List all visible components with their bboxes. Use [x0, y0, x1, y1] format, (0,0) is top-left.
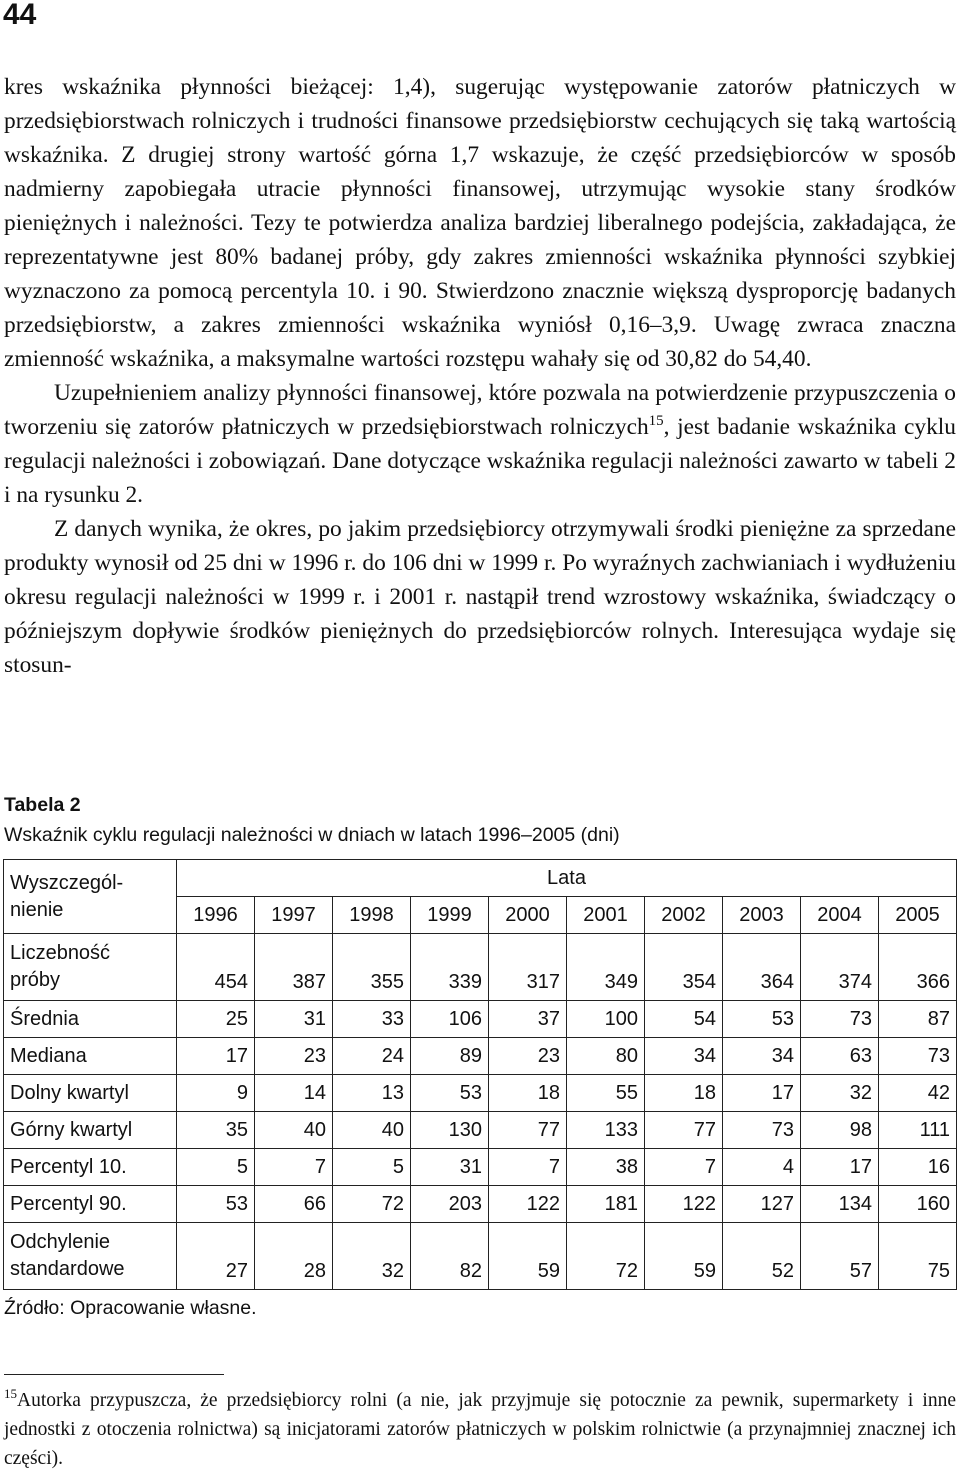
table-cell: 7 — [645, 1149, 723, 1186]
paragraph-2-text-a: Uzupełnieniem analizy płynności finansowej, które pozwala na potwierdzenie przypuszczenia o tworzeniu się zatorów płatniczych w przedsiębiorstwach rolniczych — [4, 380, 956, 440]
table-cell: 35 — [177, 1112, 255, 1149]
table-cell: 14 — [255, 1075, 333, 1112]
table-cell: 34 — [723, 1038, 801, 1075]
table-row — [4, 1223, 957, 1290]
table-cell: 454 — [177, 934, 255, 1001]
row-label: Mediana — [4, 1038, 177, 1075]
table-cell: 57 — [801, 1223, 879, 1290]
table-row — [4, 1149, 957, 1186]
table-cell: 38 — [567, 1149, 645, 1186]
table-cell: 7 — [255, 1149, 333, 1186]
table-cell: 53 — [723, 1001, 801, 1038]
table-cell: 122 — [489, 1186, 567, 1223]
paragraph-3: Z danych wynika, że okres, po jakim przedsiębiorcy otrzymywali środki pieniężne za sprzedane produkty wynosił od 25 dni w 1996 r. do 106 dni w 1999 r. Po wyraźnych zachwianiach i wydłużeniu okresu regulacji należności w 1999 r. i 2001 r. nastąpił trend wzrostowy wskaźnika, świadczący o późniejszym dopływie środków pieniężnych do przedsiębiorców rolnych. Interesująca wydaje się stosun- — [4, 516, 956, 678]
year-header: 2004 — [801, 897, 879, 934]
table-cell: 72 — [333, 1186, 411, 1223]
table-cell: 106 — [411, 1001, 489, 1038]
table-cell: 7 — [489, 1149, 567, 1186]
table-cell: 73 — [879, 1038, 957, 1075]
table-cell: 17 — [177, 1038, 255, 1075]
row-label — [4, 934, 177, 1001]
row-label-line-2: próby — [10, 969, 61, 991]
table-cell: 18 — [645, 1075, 723, 1112]
year-header: 2003 — [723, 897, 801, 934]
year-header: 2005 — [879, 897, 957, 934]
table-cell: 55 — [567, 1075, 645, 1112]
table-cell: 37 — [489, 1001, 567, 1038]
table-cell: 28 — [255, 1223, 333, 1290]
table-row — [4, 1075, 957, 1112]
year-header: 1998 — [333, 897, 411, 934]
table-cell: 354 — [645, 934, 723, 1001]
table-cell: 122 — [645, 1186, 723, 1223]
table-cell: 42 — [879, 1075, 957, 1112]
footnote — [4, 1386, 956, 1473]
data-table — [3, 859, 957, 1290]
table-cell: 73 — [723, 1112, 801, 1149]
table-cell: 77 — [645, 1112, 723, 1149]
row-label: Średnia — [4, 1001, 177, 1038]
footnote-number: 15 — [4, 1386, 17, 1401]
table-cell: 40 — [333, 1112, 411, 1149]
table-cell: 59 — [645, 1223, 723, 1290]
table-cell: 72 — [567, 1223, 645, 1290]
table-cell: 33 — [333, 1001, 411, 1038]
table-cell: 66 — [255, 1186, 333, 1223]
year-header: 1997 — [255, 897, 333, 934]
table-cell: 34 — [645, 1038, 723, 1075]
table-cell: 24 — [333, 1038, 411, 1075]
table-cell: 130 — [411, 1112, 489, 1149]
table-caption — [4, 790, 954, 850]
row-label — [4, 1223, 177, 1290]
row-label: Percentyl 90. — [4, 1186, 177, 1223]
table-cell: 32 — [801, 1075, 879, 1112]
row-label-line-1: Odchylenie — [10, 1231, 111, 1253]
paragraph-2 — [4, 376, 956, 512]
table-cell: 40 — [255, 1112, 333, 1149]
year-header: 1999 — [411, 897, 489, 934]
table-cell: 127 — [723, 1186, 801, 1223]
year-header: 2000 — [489, 897, 567, 934]
row-label: Górny kwartyl — [4, 1112, 177, 1149]
footnote-reference: 15 — [648, 413, 664, 429]
group-header: Lata — [177, 860, 957, 897]
table-cell: 31 — [255, 1001, 333, 1038]
table-cell: 73 — [801, 1001, 879, 1038]
table-cell: 23 — [255, 1038, 333, 1075]
table-cell: 98 — [801, 1112, 879, 1149]
footnote-divider — [4, 1374, 224, 1375]
table-cell: 133 — [567, 1112, 645, 1149]
table-cell: 54 — [645, 1001, 723, 1038]
table-cell: 366 — [879, 934, 957, 1001]
table-cell: 4 — [723, 1149, 801, 1186]
table-cell: 134 — [801, 1186, 879, 1223]
stub-header-line-1: Wyszczegól- — [10, 871, 124, 894]
body-text — [4, 70, 956, 682]
paragraph-2-text-b: , jest badanie wskaźnika cyklu regulacji należności i zobowiązań. Dane dotyczące wskaźnika regulacji należności zawarto w tabeli 2 i na rysunku 2. — [4, 414, 956, 508]
row-label-line-1: Liczebność — [10, 942, 111, 964]
table-cell: 75 — [879, 1223, 957, 1290]
table-cell: 77 — [489, 1112, 567, 1149]
table-row — [4, 1001, 957, 1038]
stub-header — [4, 860, 177, 934]
table-cell: 349 — [567, 934, 645, 1001]
page-number: 44 — [3, 0, 37, 31]
table-cell: 100 — [567, 1001, 645, 1038]
table-cell: 203 — [411, 1186, 489, 1223]
table-cell: 317 — [489, 934, 567, 1001]
row-label: Percentyl 10. — [4, 1149, 177, 1186]
year-header: 2002 — [645, 897, 723, 934]
table-cell: 160 — [879, 1186, 957, 1223]
table-source: Źródło: Opracowanie własne. — [4, 1297, 257, 1319]
footnote-text: Autorka przypuszcza, że przedsiębiorcy rolni (a nie, jak przyjmuje się potocznie za pewnik, supermarkety i inne jednostki z otoczenia rolnictwa) są inicjatorami zatorów płatniczych w polskim rolnictwie (a przynajmniej znacznej ich części). — [4, 1390, 956, 1469]
table-cell: 80 — [567, 1038, 645, 1075]
table-cell: 13 — [333, 1075, 411, 1112]
table-cell: 25 — [177, 1001, 255, 1038]
table-cell: 181 — [567, 1186, 645, 1223]
table-cell: 355 — [333, 934, 411, 1001]
table-cell: 52 — [723, 1223, 801, 1290]
table-row — [4, 1186, 957, 1223]
table-cell: 53 — [411, 1075, 489, 1112]
table-row — [4, 934, 957, 1001]
year-header: 1996 — [177, 897, 255, 934]
table-cell: 17 — [723, 1075, 801, 1112]
table-cell: 87 — [879, 1001, 957, 1038]
table-row — [4, 1038, 957, 1075]
table-cell: 16 — [879, 1149, 957, 1186]
table-cell: 374 — [801, 934, 879, 1001]
row-label-line-2: standardowe — [10, 1258, 125, 1280]
table-cell: 5 — [177, 1149, 255, 1186]
stub-header-line-2: nienie — [10, 898, 64, 921]
table-cell: 387 — [255, 934, 333, 1001]
table-cell: 23 — [489, 1038, 567, 1075]
table-cell: 32 — [333, 1223, 411, 1290]
table-cell: 364 — [723, 934, 801, 1001]
table-cell: 17 — [801, 1149, 879, 1186]
table-row — [4, 1112, 957, 1149]
table-cell: 9 — [177, 1075, 255, 1112]
table-cell: 18 — [489, 1075, 567, 1112]
year-header: 2001 — [567, 897, 645, 934]
table-title: Wskaźnik cyklu regulacji należności w dniach w latach 1996–2005 (dni) — [4, 824, 620, 846]
table-cell: 5 — [333, 1149, 411, 1186]
table-cell: 82 — [411, 1223, 489, 1290]
table-cell: 111 — [879, 1112, 957, 1149]
table-cell: 339 — [411, 934, 489, 1001]
table-cell: 31 — [411, 1149, 489, 1186]
table-cell: 63 — [801, 1038, 879, 1075]
table-label: Tabela 2 — [4, 794, 81, 816]
table-cell: 59 — [489, 1223, 567, 1290]
row-label: Dolny kwartyl — [4, 1075, 177, 1112]
paragraph-1: kres wskaźnika płynności bieżącej: 1,4), sugerując występowanie zatorów płatniczych w przedsiębiorstwach rolniczych i trudności finansowe przedsiębiorstw cechujących się taką wartością wskaźnika. Z drugiej strony wartość górna 1,7 wskazuje, że część przedsiębiorców w sposób nadmierny zapobiegała utracie płynności finansowej, utrzymując wysokie stany środków pieniężnych i należności. Tezy te potwierdza analiza bardziej liberalnego podejścia, zakładająca, że reprezentatywne jest 80% badanej próby, gdy zakres zmienności wskaźnika płynności szybkiej wyznaczono za pomocą percentyla 10. i 90. Stwierdzono znacznie większą dysproporcję badanych przedsiębiorstw, a zakres zmienności wskaźnika wyniósł 0,16–3,9. Uwagę zwraca znaczna zmienność wskaźnika, a maksymalne wartości rozstępu wahały się od 30,82 do 54,40. — [4, 74, 956, 372]
table-cell: 27 — [177, 1223, 255, 1290]
table-cell: 89 — [411, 1038, 489, 1075]
table-cell: 53 — [177, 1186, 255, 1223]
